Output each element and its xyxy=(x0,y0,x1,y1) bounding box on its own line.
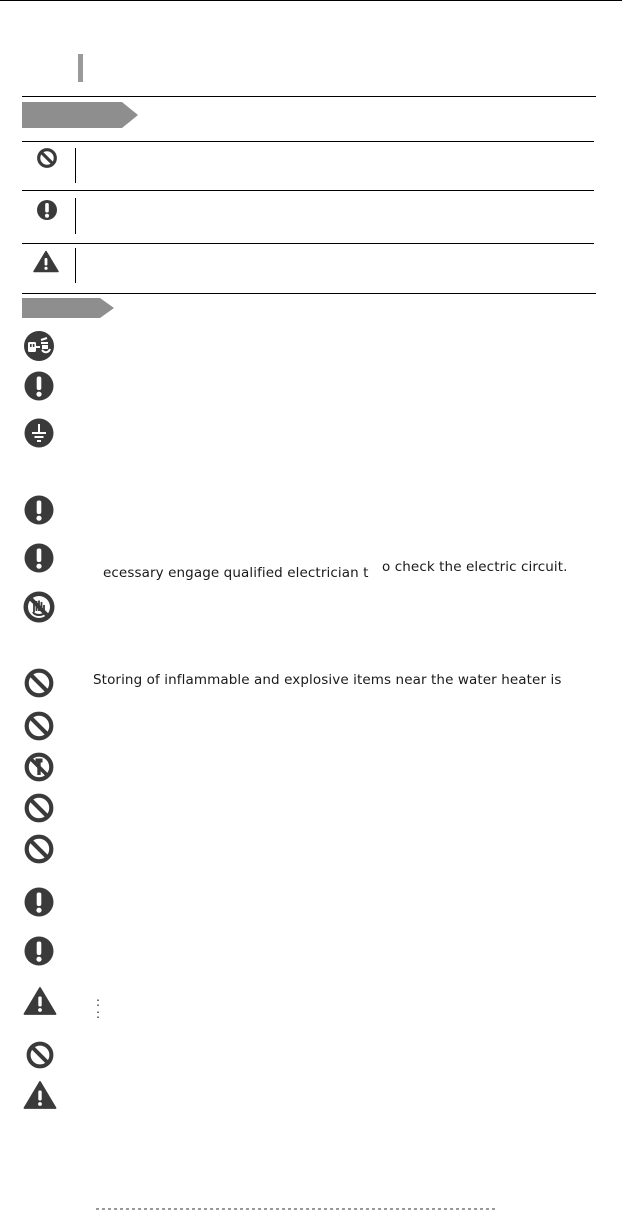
prohibition-icon xyxy=(24,711,54,741)
prohibition-icon xyxy=(36,147,58,169)
no-wet-hands-icon xyxy=(23,591,55,623)
bullet-colon: : xyxy=(96,995,101,1009)
prohibition-icon xyxy=(24,668,54,698)
prohibition-icon xyxy=(24,793,54,823)
mandatory-icon xyxy=(24,936,54,966)
divider xyxy=(22,243,594,244)
mandatory-icon xyxy=(24,887,54,917)
section-tag xyxy=(22,298,100,318)
divider xyxy=(22,190,594,191)
prohibition-icon xyxy=(24,834,54,864)
divider xyxy=(22,293,596,294)
warning-icon xyxy=(23,986,57,1016)
mandatory-icon xyxy=(24,543,54,573)
mandatory-icon xyxy=(24,495,54,525)
unplug-icon xyxy=(23,330,55,362)
electrician-text: ecessary engage qualified electrician t xyxy=(103,565,369,581)
mandatory-icon xyxy=(36,199,58,221)
ground-icon xyxy=(24,418,54,448)
prohibition-icon xyxy=(26,1041,54,1069)
electrician-text-continued: o check the electric circuit. xyxy=(382,559,568,575)
warning-icon xyxy=(33,250,59,273)
legend-separator xyxy=(75,148,76,183)
legend-separator xyxy=(75,198,76,234)
storing-text: Storing of inflammable and explosive items near the water heater is xyxy=(93,672,562,688)
divider xyxy=(22,96,596,97)
top-rule xyxy=(0,0,622,1)
no-disassembly-icon xyxy=(24,752,54,782)
section-tag xyxy=(22,102,122,128)
bottom-dotted-rule xyxy=(96,1208,496,1210)
mandatory-icon xyxy=(24,371,54,401)
legend-separator xyxy=(75,248,76,283)
bullet-colon: : xyxy=(96,1007,101,1021)
section-title-bar xyxy=(78,54,83,82)
warning-icon xyxy=(23,1080,57,1110)
divider xyxy=(22,141,594,142)
